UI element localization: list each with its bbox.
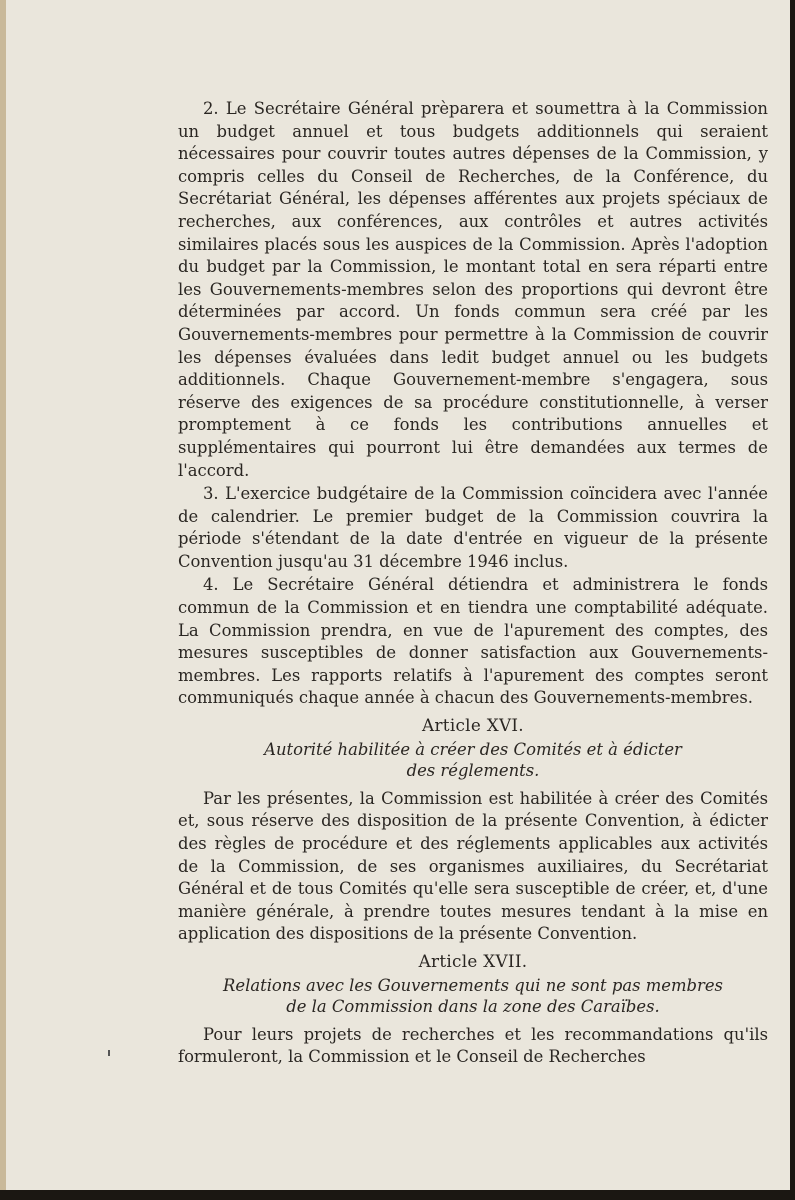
article-16-title: Article XVI.	[422, 715, 524, 736]
article-16-subtitle-line2: des réglements.	[406, 761, 540, 781]
article-17-subtitle	[178, 975, 768, 1018]
article-16-subtitle-line1: Autorité habilitée à créer des Comités et à édicter	[264, 739, 682, 759]
article-17-subtitle-line1: Relations avec les Gouvernements qui ne sont pas membres	[223, 975, 723, 995]
scan-edge-bottom	[0, 1190, 795, 1200]
paragraph-3: 3. L'exercice budgétaire de la Commission coïncidera avec l'année de calendrier. Le premier budget de la Commission couvrira la période s'étendant de la date d'entrée en vigueur de la présente Convention jusqu'au 31 décembre 1946 inclus.	[178, 484, 768, 571]
article-16-body: Par les présentes, la Commission est habilitée à créer des Comités et, sous réserve des disposition de la présente Convention, à édicter des règles de procédure et des réglements applicables aux activités de la Commission, de ses organismes auxiliaires, du Secrétariat Général et de tous Comités qu'elle sera susceptible de créer, et, d'une manière générale, à prendre toutes mesures tendant à la mise en application des dispositions de la présente Convention.	[178, 788, 768, 944]
article-16-subtitle	[178, 739, 768, 782]
paragraph-2: 2. Le Secrétaire Général prèparera et soumettra à la Commission un budget annuel et tous budgets additionnels qui seraient nécessaires pour couvrir toutes autres dépenses de la Commission, y compris celles du Conseil de Recherches, de la Conférence, du Secrétariat Général, les dépenses afférentes aux projets spéciaux de recherches, aux conférences, aux contrôles et autres activités similaires placés sous les auspices de la Commission. Après l'adoption du budget par la Commission, le montant total en sera réparti entre les Gouvernements-membres selon des proportions qui devront être déterminées par accord. Un fonds commun sera créé par les Gouvernements-membres pour permettre à la Commission de couvrir les dépenses évaluées dans ledit budget annuel ou les budgets additionnels. Chaque Gouvernement-membre s'engagera, sous réserve des exigences de sa procédure constitutionnelle, à verser promptement à ce fonds les contributions annuelles et supplémentaires qui pourront lui être demandées aux termes de l'accord.	[178, 99, 768, 480]
scan-speck	[108, 1050, 110, 1056]
paragraph-4: 4. Le Secrétaire Général détiendra et administrera le fonds commun de la Commission et en tiendra une comptabilité adéquate. La Commission prendra, en vue de l'apurement des comptes, des mesures susceptibles de donner satisfaction aux Gouvernements-membres. Les rapports relatifs à l'apurement des comptes seront communiqués chaque année à chacun des Gouvernements-membres.	[178, 575, 768, 708]
article-17-body: Pour leurs projets de recherches et les recommandations qu'ils formuleront, la Commission et le Conseil de Recherches	[178, 1024, 768, 1067]
article-17-subtitle-line2: de la Commission dans la zone des Caraïbes.	[286, 997, 660, 1017]
scan-edge-right	[790, 0, 795, 1200]
page-text	[178, 98, 768, 1069]
article-17-title: Article XVII.	[418, 950, 528, 971]
